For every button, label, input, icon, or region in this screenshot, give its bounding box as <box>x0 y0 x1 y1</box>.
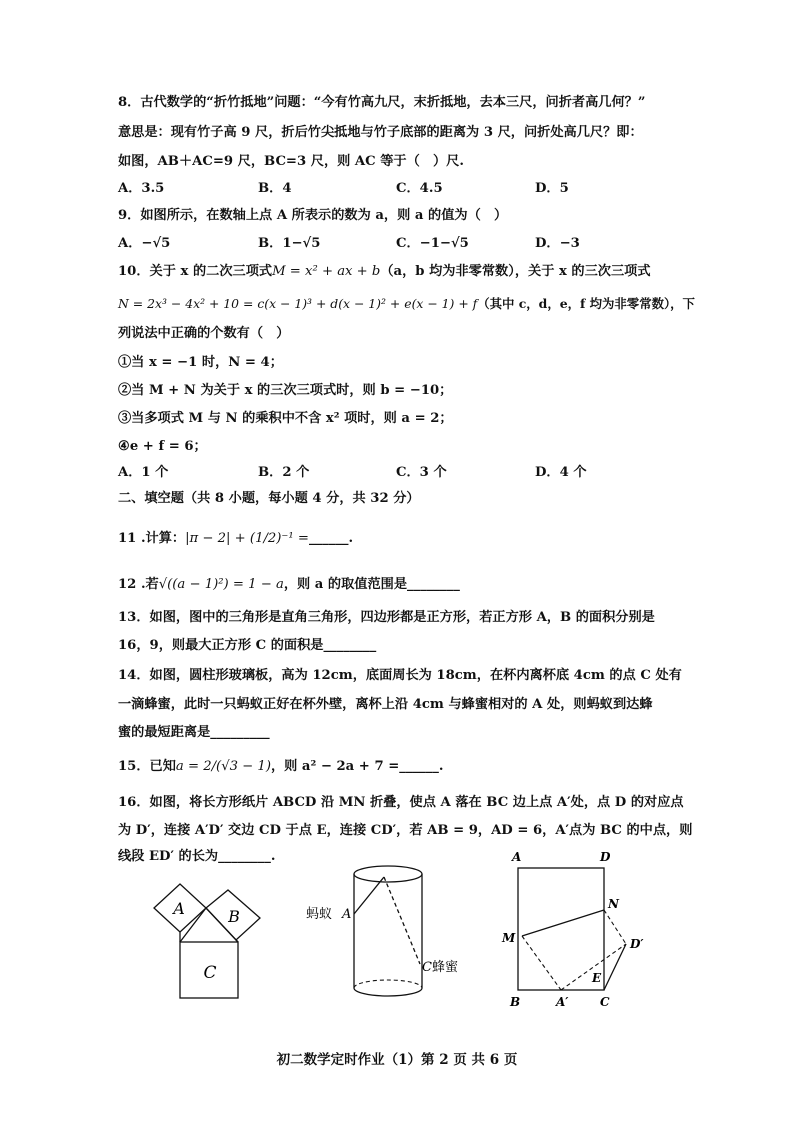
label-e: E <box>592 971 602 985</box>
q10-intro: 10．关于 x 的二次三项式 <box>118 264 273 279</box>
label-b: B <box>510 995 521 1009</box>
q10-line-3: 列说法中正确的个数有（ ） <box>118 326 290 341</box>
label-m: M <box>502 931 516 945</box>
q10-formula-m: M = x² + ax + b <box>272 264 381 279</box>
q10-option-c: C．3 个 <box>396 465 447 480</box>
q9-option-a: A．−√5 <box>118 236 171 251</box>
q12-tail: ，则 a 的取值范围是________ <box>283 577 460 592</box>
q16-line-3: 线段 ED′ 的长为________. <box>118 849 276 864</box>
q15-line <box>118 757 443 777</box>
label-ant: 蚂蚁 <box>306 907 333 922</box>
path-solid <box>354 877 384 914</box>
q14-line-3: 蜜的最短距离是_________ <box>118 725 270 740</box>
label-a-point: A <box>342 907 352 922</box>
page-footer: 初二数学定时作业（1）第 2 页 共 6 页 <box>276 1052 518 1068</box>
q9-option-c: C．−1−√5 <box>396 236 469 251</box>
q8-line-2: 意思是：现有竹子高 9 尺，折后竹尖抵地与竹子底部的距离为 3 尺，问折处高几尺？即： <box>118 125 643 140</box>
cylinder-bottom-front <box>354 988 422 996</box>
q14-line-2: 一滴蜂蜜，此时一只蚂蚁正好在杯外壁，离杯上沿 4cm 与蜂蜜相对的 A 处，则蚂蚁到达蜂 <box>118 697 653 712</box>
path-dashed <box>384 877 420 964</box>
label-a-prime: A′ <box>556 995 569 1009</box>
q10-option-a: A．1 个 <box>118 465 169 480</box>
q11-blank: ______. <box>308 531 354 546</box>
q11-expression: |π − 2| + (1/2)⁻¹ = <box>185 531 309 546</box>
label-a: A <box>173 899 185 918</box>
label-d: D <box>600 850 611 864</box>
q10-line-1 <box>118 262 651 282</box>
q16-line-2: 为 D′，连接 A′D′ 交边 CD 于点 E，连接 CD′，若 AB = 9，AD = 6，A′点为 BC 的中点，则 <box>118 823 693 838</box>
fold-line-mn <box>522 910 604 936</box>
q10-statement-4: ④e + f = 6； <box>118 439 207 454</box>
label-c: C <box>203 963 217 983</box>
label-b: B <box>228 907 240 926</box>
q9-line-1: 9．如图所示，在数轴上点 A 所表示的数为 a，则 a 的值为（ ） <box>118 208 508 223</box>
q15-expression: a = 2/(√3 − 1) <box>175 759 271 774</box>
figure-squares <box>148 880 272 1004</box>
q8-option-b: B．4 <box>258 181 292 196</box>
q10-intro-b: （a，b 均为非零常数），关于 x 的三次三项式 <box>380 264 651 279</box>
q9-option-d: D．−3 <box>535 236 580 251</box>
label-honey: 蜂蜜 <box>432 960 459 975</box>
q10-statement-2: ②当 M + N 为关于 x 的三次三项式时，则 b = −10； <box>118 383 453 398</box>
figure-cylinder <box>298 860 478 1010</box>
q15-label: 15．已知 <box>118 759 176 774</box>
label-n: N <box>608 897 619 911</box>
cylinder-top <box>354 866 422 882</box>
label-c-point: C <box>422 960 432 975</box>
q8-option-c: C．4.5 <box>396 181 443 196</box>
q13-line-2: 16，9，则最大正方形 C 的面积是________ <box>118 638 377 653</box>
segment-cd-prime <box>604 944 626 990</box>
figure-fold <box>498 846 658 1012</box>
q10-option-b: B．2 个 <box>258 465 310 480</box>
q10-formula-n: N = 2x³ − 4x² + 10 = c(x − 1)³ + d(x − 1)² + e(x − 1) + f <box>118 296 478 311</box>
label-c: C <box>600 995 610 1009</box>
cylinder-bottom-back <box>354 980 422 988</box>
q14-line-1: 14．如图，圆柱形玻璃板，高为 12cm，底面周长为 18cm，在杯内离杯底 4cm 的点 C 处有 <box>118 668 682 683</box>
q8-line-1: 8．古代数学的“折竹抵地”问题：“今有竹高九尺，末折抵地，去本三尺，问折者高几何？” <box>118 95 646 110</box>
q10-option-d: D．4 个 <box>535 465 587 480</box>
label-d-prime: D′ <box>630 937 644 951</box>
q13-line-1: 13．如图，图中的三角形是直角三角形，四边形都是正方形，若正方形 A，B 的面积分别是 <box>118 610 655 625</box>
label-a: A <box>512 850 522 864</box>
q9-option-b: B．1−√5 <box>258 236 321 251</box>
q12-expression: √((a − 1)²) = 1 − a <box>158 577 284 592</box>
q12-label: 12 .若 <box>118 577 159 592</box>
q12-line <box>118 575 460 595</box>
q10-line-2-tail: （其中 c，d，e，f 均为非零常数），下 <box>477 296 695 311</box>
q10-line-2 <box>118 294 695 314</box>
q10-statement-1: ①当 x = −1 时，N = 4； <box>118 355 283 370</box>
q11-label: 11 .计算： <box>118 531 186 546</box>
q11-line <box>118 529 353 549</box>
section-2-heading: 二、填空题（共 8 小题，每小题 4 分，共 32 分） <box>118 491 420 506</box>
q8-option-a: A．3.5 <box>118 181 165 196</box>
q10-statement-3: ③当多项式 M 与 N 的乘积中不含 x² 项时，则 a = 2； <box>118 411 453 426</box>
q8-line-3: 如图，AB＋AC=9 尺，BC=3 尺，则 AC 等于（ ）尺. <box>118 154 464 169</box>
q8-option-d: D．5 <box>535 181 569 196</box>
q15-tail: ，则 a² − 2a + 7 =______. <box>270 759 444 774</box>
q16-line-1: 16．如图，将长方形纸片 ABCD 沿 MN 折叠，使点 A 落在 BC 边上点 A′处，点 D 的对应点 <box>118 795 684 810</box>
